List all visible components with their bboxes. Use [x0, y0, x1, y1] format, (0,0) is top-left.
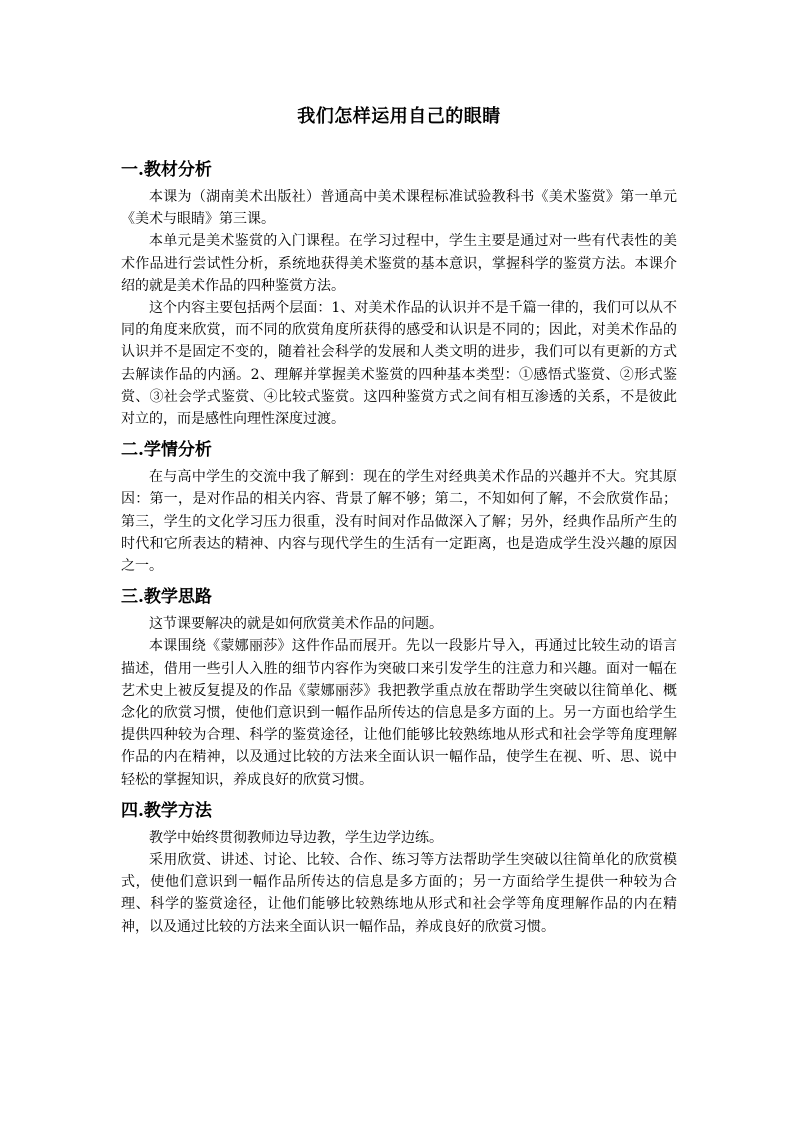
paragraph: 在与高中学生的交流中我了解到：现在的学生对经典美术作品的兴趣并不大。究其原因：第一，是对作品的相关内容、背景了解不够；第二，不知如何了解，不会欣赏作品；第三，学生的文化学习压力很重，没有时间对作品做深入了解；另外，经典作品所产生的时代和它所表达的精神、内容与现代学生的生活有一定距离，也是造成学生没兴趣的原因之一。 [121, 469, 677, 575]
paragraph: 这节课要解决的就是如何欣赏美术作品的问题。 [149, 616, 443, 633]
paragraph: 这个内容主要包括两个层面：1、对美术作品的认识并不是千篇一律的，我们可以从不同的角度来欣赏，而不同的欣赏角度所获得的感受和认识是不同的；因此，对美术作品的认识并不是固定不变的，随着社会科学的发展和人类文明的进步，我们可以有更新的方式去解读作品的内涵。2、理解并掌握美术鉴赏的四种基本类型：①感悟式鉴赏、②形式鉴赏、③社会学式鉴赏、④比较式鉴赏。这四种鉴赏方式之间有相互渗透的关系，不是彼此对立的，而是感性向理性深度过渡。 [121, 300, 677, 428]
document-page [121, 104, 677, 946]
section-student-analysis [121, 438, 677, 577]
section-heading: 三.教学思路 [121, 587, 212, 608]
section-heading: 一.教材分析 [121, 160, 212, 180]
paragraph: 本课围绕《蒙娜丽莎》这件作品而展开。先以一段影片导入，再通过比较生动的语言描述，借用一些引人入胜的细节内容作为突破口来引发学生的注意力和兴趣。面对一幅在艺术史上被反复提及的作品《蒙娜丽莎》我把教学重点放在帮助学生突破以往简单化、概念化的欣赏习惯，使他们意识到一幅作品所传达的信息是多方面的上。另一方面也给学生提供四种较为合理、科学的鉴赏途径，让他们能够比较熟练地从形式和社会学等角度理解作品的内在精神，以及通过比较的方法来全面认识一幅作品，使学生在视、听、思、说中轻松的掌握知识，养成良好的欣赏习惯。 [121, 638, 677, 788]
paragraph: 教学中始终贯彻教师边导边教，学生边学边练。 [149, 829, 443, 846]
paragraph: 本单元是美术鉴赏的入门课程。在学习过程中，学生主要是通过对一些有代表性的美术作品进行尝试性分析，系统地获得美术鉴赏的基本意识，掌握科学的鉴赏方法。本课介绍的就是美术作品的四种鉴赏方法。 [121, 233, 677, 294]
paragraph: 本课为（湖南美术出版社）普通高中美术课程标准试验教科书《美术鉴赏》第一单元《美术与眼睛》第三课。 [121, 189, 677, 228]
document-title: 我们怎样运用自己的眼睛 [297, 106, 501, 127]
section-heading: 四.教学方法 [121, 800, 212, 821]
paragraph: 采用欣赏、讲述、讨论、比较、合作、练习等方法帮助学生突破以往简单化的欣赏模式，使他们意识到一幅作品所传达的信息是多方面的；另一方面给学生提供一种较为合理、科学的鉴赏途径，让他们能够比较熟练地从形式和社会学等角度理解作品的内在精神，以及通过比较的方法来全面认识一幅作品，养成良好的欣赏习惯。 [121, 852, 677, 935]
section-heading: 二.学情分析 [121, 440, 212, 461]
section-teaching-methods [121, 799, 677, 938]
section-teaching-approach [121, 585, 677, 791]
section-materials-analysis [121, 158, 677, 430]
